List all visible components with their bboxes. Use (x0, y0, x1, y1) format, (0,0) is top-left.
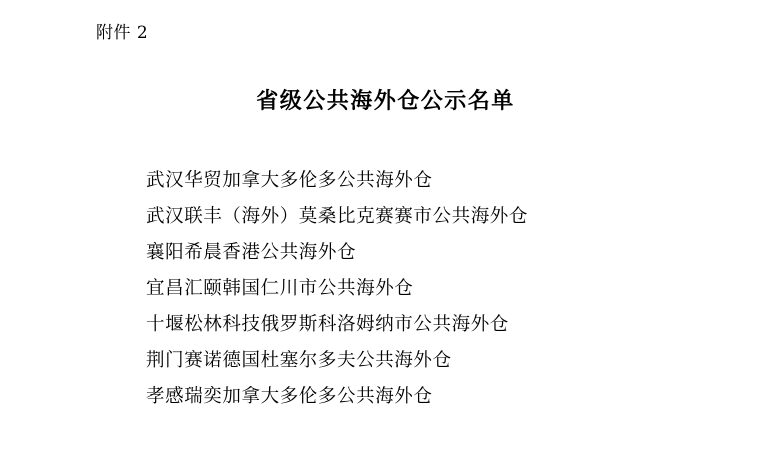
list-item: 孝感瑞奕加拿大多伦多公共海外仓 (146, 386, 433, 407)
list-item: 宜昌汇颐韩国仁川市公共海外仓 (146, 278, 414, 299)
list-item: 襄阳希晨香港公共海外仓 (146, 242, 357, 263)
overseas-warehouse-list (146, 163, 731, 415)
list-item: 十堰松林科技俄罗斯科洛姆纳市公共海外仓 (146, 314, 509, 335)
list-item: 荆门赛诺德国杜塞尔多夫公共海外仓 (146, 350, 452, 371)
page-title: 省级公共海外仓公示名单 (256, 88, 515, 114)
list-item: 武汉联丰（海外）莫桑比克赛赛市公共海外仓 (146, 206, 529, 227)
attachment-label: 附件 2 (96, 23, 149, 43)
list-item: 武汉华贸加拿大多伦多公共海外仓 (146, 170, 433, 191)
